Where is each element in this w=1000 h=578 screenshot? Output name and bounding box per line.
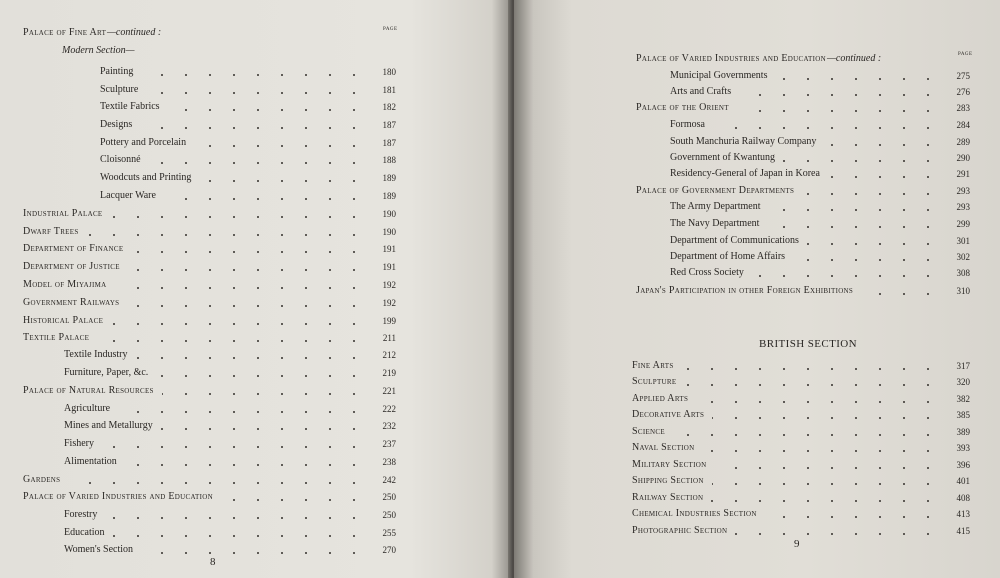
dot-leader — [102, 445, 366, 449]
toc-page-number: 385 — [956, 410, 970, 420]
toc-entry-title: Textile Fabrics — [100, 101, 160, 112]
toc-entry — [514, 235, 1000, 251]
toc-entry-title: Naval Section — [632, 442, 695, 453]
toc-page-number: 317 — [956, 361, 970, 371]
toc-page-number: 187 — [382, 138, 396, 148]
toc-entry-title: Dwarf Trees — [23, 226, 79, 237]
toc-entry-title: Agriculture — [64, 403, 111, 414]
toc-entry — [514, 251, 1000, 267]
toc-entry — [0, 509, 512, 525]
toc-entry — [514, 525, 1000, 541]
toc-entry-title: Alimentation — [64, 456, 117, 467]
dot-leader — [696, 400, 940, 404]
toc-entry — [514, 393, 1000, 409]
toc-page-number: 182 — [382, 102, 396, 112]
toc-entry — [514, 376, 1000, 392]
toc-page-number: 408 — [956, 493, 970, 503]
toc-entry — [514, 459, 1000, 475]
toc-entry-title: Historical Palace — [23, 315, 104, 326]
toc-entry — [514, 102, 1000, 118]
toc-page-number: 238 — [382, 457, 396, 467]
toc-entry-title: Palace of Natural Resources — [23, 385, 154, 396]
toc-page-number: 250 — [382, 510, 396, 520]
toc-page-number: 289 — [956, 137, 970, 147]
toc-entry-title: Arts and Crafts — [670, 86, 732, 97]
toc-entry-title: Municipal Governments — [670, 70, 768, 81]
dot-leader — [156, 374, 366, 378]
toc-entry — [0, 66, 512, 82]
toc-entry — [0, 491, 512, 507]
toc-entry — [0, 367, 512, 383]
toc-page-number: 276 — [956, 87, 970, 97]
toc-page-number: 181 — [382, 85, 396, 95]
dot-leader — [767, 225, 940, 229]
toc-entry-title: Education — [64, 527, 105, 538]
dot-leader — [68, 481, 366, 485]
toc-page-number: 191 — [382, 262, 396, 272]
toc-page-number: 290 — [956, 153, 970, 163]
toc-entry — [0, 226, 512, 242]
toc-entry — [514, 185, 1000, 201]
toc-entry-title: Forestry — [64, 509, 98, 520]
toc-entry-title: Railway Section — [632, 492, 704, 503]
british-section-heading: BRITISH SECTION — [759, 338, 857, 350]
dot-leader — [712, 416, 940, 420]
dot-leader — [125, 463, 366, 467]
toc-entry — [0, 456, 512, 472]
toc-entry — [0, 403, 512, 419]
toc-entry-title: Palace of Fine Art — [23, 27, 107, 38]
toc-page-number: 242 — [382, 475, 396, 485]
dot-leader — [141, 73, 366, 77]
dot-leader — [714, 466, 940, 470]
dot-leader — [221, 498, 366, 502]
toc-entry-title: Furniture, Paper, &c. — [64, 367, 149, 378]
toc-entry — [0, 119, 512, 135]
toc-page-number: 212 — [382, 350, 396, 360]
toc-entry-suffix: —continued : — [827, 53, 882, 64]
toc-entry-title: Military Section — [632, 459, 707, 470]
dot-leader — [711, 499, 940, 503]
toc-entry — [0, 544, 512, 560]
toc-entry — [0, 315, 512, 331]
toc-entry-title: Designs — [100, 119, 133, 130]
toc-page-number: 299 — [956, 219, 970, 229]
dot-leader — [128, 268, 366, 272]
toc-page-number: 308 — [956, 268, 970, 278]
toc-entry — [514, 86, 1000, 102]
toc-entry-title: The Army Department — [670, 201, 761, 212]
toc-entry — [0, 208, 512, 224]
dot-leader — [783, 159, 940, 163]
toc-page-number: 222 — [382, 404, 396, 414]
toc-entry — [0, 101, 512, 117]
toc-entry-title: Formosa — [670, 119, 705, 130]
toc-entry — [514, 508, 1000, 524]
toc-page-number: 291 — [956, 169, 970, 179]
dot-leader — [164, 197, 366, 201]
toc-entry-title: Textile Palace — [23, 332, 90, 343]
toc-page-number: 284 — [956, 120, 970, 130]
dot-leader — [162, 392, 366, 396]
toc-page-number: 180 — [382, 67, 396, 77]
toc-entry — [514, 267, 1000, 283]
toc-page-number: 250 — [382, 492, 396, 502]
dot-leader — [793, 258, 940, 262]
toc-entry — [0, 438, 512, 454]
toc-entry-title: Painting — [100, 66, 134, 77]
toc-page-number: 310 — [956, 286, 970, 296]
toc-page-number: 199 — [382, 316, 396, 326]
toc-entry-title: Photographic Section — [632, 525, 728, 536]
toc-entry-title: Sculpture — [632, 376, 677, 387]
dot-leader — [739, 93, 940, 97]
toc-page-number: 413 — [956, 509, 970, 519]
dot-leader — [131, 250, 366, 254]
dot-leader — [775, 77, 940, 81]
dot-leader — [113, 534, 366, 538]
toc-entry-title: Department of Home Affairs — [670, 251, 786, 262]
toc-page-number: 293 — [956, 202, 970, 212]
toc-entry — [0, 154, 512, 170]
toc-entry — [0, 27, 512, 43]
dot-leader — [702, 449, 940, 453]
dot-leader — [115, 286, 366, 290]
dot-leader — [111, 215, 366, 219]
toc-entry-suffix: —continued : — [107, 27, 162, 38]
toc-entry — [514, 70, 1000, 86]
toc-entry-title: Woodcuts and Printing — [100, 172, 192, 183]
toc-entry-title: Shipping Section — [632, 475, 704, 486]
toc-entry — [0, 243, 512, 259]
toc-entry-title: Modern Section— — [62, 45, 135, 56]
dot-leader — [97, 339, 366, 343]
dot-leader — [146, 91, 366, 95]
dot-leader — [765, 515, 940, 519]
toc-entry — [0, 45, 512, 61]
dot-leader — [752, 274, 940, 278]
toc-page-number: 232 — [382, 421, 396, 431]
toc-entry — [514, 285, 1000, 301]
toc-page-number: 393 — [956, 443, 970, 453]
dot-leader — [824, 143, 940, 147]
toc-entry-title: Gardens — [23, 474, 61, 485]
page-number: 8 — [210, 556, 216, 568]
dot-leader — [105, 516, 366, 520]
toc-page-number: 211 — [382, 333, 396, 343]
dot-leader — [118, 410, 366, 414]
toc-page-number: 415 — [956, 526, 970, 536]
toc-entry-title: The Navy Department — [670, 218, 760, 229]
toc-entry-title: Department of Finance — [23, 243, 124, 254]
dot-leader — [199, 179, 366, 183]
toc-page-number: 301 — [956, 236, 970, 246]
toc-entry-title: Palace of Varied Industries and Education — [23, 491, 213, 502]
toc-entry — [0, 190, 512, 206]
toc-page-number: 189 — [382, 173, 396, 183]
dot-leader — [713, 126, 940, 130]
toc-page-number: 192 — [382, 298, 396, 308]
toc-page-number: 320 — [956, 377, 970, 387]
dot-leader — [737, 109, 940, 113]
toc-entry-title: Government Railways — [23, 297, 120, 308]
toc-entry — [0, 279, 512, 295]
toc-entry — [514, 360, 1000, 376]
dot-leader — [769, 208, 940, 212]
toc-entry — [0, 297, 512, 313]
toc-page-number: 221 — [382, 386, 396, 396]
toc-entry — [0, 349, 512, 365]
toc-entry-title: Sculpture — [100, 84, 139, 95]
dot-leader — [149, 161, 366, 165]
toc-page-number: 187 — [382, 120, 396, 130]
dot-leader — [111, 322, 366, 326]
dot-leader — [807, 242, 940, 246]
toc-entry — [514, 119, 1000, 135]
toc-page-number: 237 — [382, 439, 396, 449]
dot-leader — [87, 233, 366, 237]
toc-entry — [514, 492, 1000, 508]
toc-entry-title: Science — [632, 426, 665, 437]
toc-entry-title: Industrial Palace — [23, 208, 103, 219]
toc-page-number: 188 — [382, 155, 396, 165]
toc-entry — [0, 332, 512, 348]
toc-page-number: 293 — [956, 186, 970, 196]
toc-entry-title: Residency-General of Japan in Korea — [670, 168, 820, 179]
toc-entry — [0, 84, 512, 100]
toc-entry-title: Mines and Metallurgy — [64, 420, 153, 431]
toc-entry-title: Model of Miyajima — [23, 279, 107, 290]
dot-leader — [135, 356, 366, 360]
toc-entry-title: Red Cross Society — [670, 267, 744, 278]
toc-page-number: 189 — [382, 191, 396, 201]
toc-page-number: 302 — [956, 252, 970, 262]
toc-entry-title: Applied Arts — [632, 393, 689, 404]
page-number: 9 — [794, 538, 800, 550]
dot-leader — [712, 482, 940, 486]
toc-entry — [0, 385, 512, 401]
toc-entry-title: Fishery — [64, 438, 94, 449]
toc-entry-title: Cloisonné — [100, 154, 141, 165]
toc-entry-title: Lacquer Ware — [100, 190, 156, 201]
page-column-label: PAGE — [383, 27, 398, 32]
toc-entry-title: Japan's Participation in other Foreign Exhibitions — [636, 285, 854, 296]
dot-leader — [127, 304, 366, 308]
toc-entry — [0, 172, 512, 188]
dot-leader — [168, 108, 366, 112]
toc-page-number: 389 — [956, 427, 970, 437]
toc-page-number: 219 — [382, 368, 396, 378]
dot-leader — [861, 292, 940, 296]
dot-leader — [140, 126, 366, 130]
toc-entry — [0, 527, 512, 543]
toc-entry-title: Department of Communications — [670, 235, 799, 246]
toc-page-number: 382 — [956, 394, 970, 404]
toc-entry — [514, 168, 1000, 184]
dot-leader — [828, 175, 940, 179]
toc-entry — [514, 53, 1000, 69]
toc-page-number: 270 — [382, 545, 396, 555]
toc-entry — [514, 426, 1000, 442]
toc-page-number: 275 — [956, 71, 970, 81]
toc-entry — [514, 201, 1000, 217]
toc-entry — [0, 137, 512, 153]
toc-entry — [514, 475, 1000, 491]
dot-leader — [161, 427, 366, 431]
toc-entry — [514, 152, 1000, 168]
toc-page-number: 190 — [382, 209, 396, 219]
dot-leader — [735, 532, 940, 536]
dot-leader — [684, 383, 940, 387]
toc-entry — [0, 420, 512, 436]
toc-entry-title: Decorative Arts — [632, 409, 705, 420]
toc-entry-title: Department of Justice — [23, 261, 120, 272]
dot-leader — [673, 433, 940, 437]
toc-entry — [0, 261, 512, 277]
toc-page-number: 190 — [382, 227, 396, 237]
toc-entry-title: Palace of the Orient — [636, 102, 729, 113]
toc-entry — [514, 218, 1000, 234]
toc-entry-title: Fine Arts — [632, 360, 674, 371]
dot-leader — [802, 192, 940, 196]
toc-entry-title: Palace of Varied Industries and Education — [636, 53, 826, 64]
toc-page-number: 396 — [956, 460, 970, 470]
toc-entry-title: Women's Section — [64, 544, 134, 555]
toc-page-number: 191 — [382, 244, 396, 254]
toc-entry — [514, 136, 1000, 152]
toc-entry — [0, 474, 512, 490]
toc-page-number: 401 — [956, 476, 970, 486]
toc-entry-title: Palace of Government Departments — [636, 185, 795, 196]
toc-entry — [514, 409, 1000, 425]
toc-entry-title: South Manchuria Railway Company — [670, 136, 817, 147]
toc-entry-title: Pottery and Porcelain — [100, 137, 187, 148]
dot-leader — [141, 551, 366, 555]
toc-entry-title: Government of Kwantung — [670, 152, 775, 163]
toc-page-number: 255 — [382, 528, 396, 538]
toc-entry-title: Textile Industry — [64, 349, 128, 360]
toc-entry — [514, 442, 1000, 458]
toc-page-number: 192 — [382, 280, 396, 290]
right-page — [514, 0, 1000, 578]
dot-leader — [194, 144, 366, 148]
page-column-label: PAGE — [958, 52, 973, 57]
toc-entry-title: Chemical Industries Section — [632, 508, 757, 519]
toc-page-number: 283 — [956, 103, 970, 113]
dot-leader — [682, 367, 940, 371]
